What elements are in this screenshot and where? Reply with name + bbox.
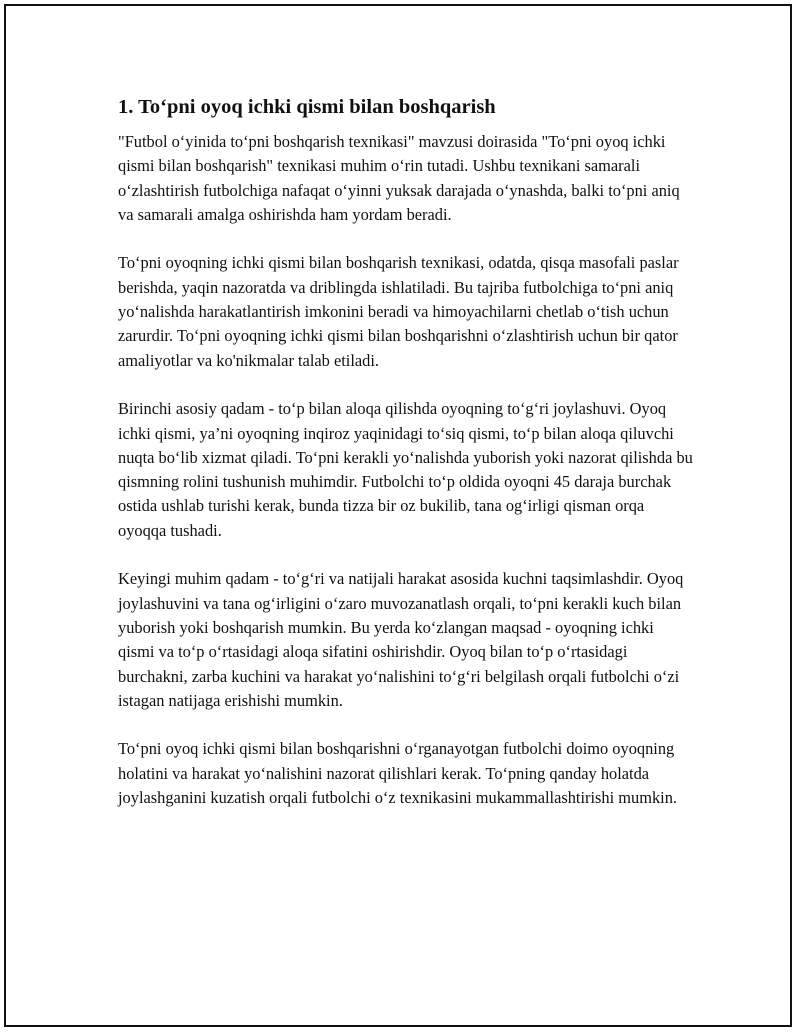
paragraph-technique-usage: To‘pni oyoqning ichki qismi bilan boshqarish texnikasi, odatda, qisqa masofali paslar berishda, yaqin nazoratda va driblingda ishlatiladi. Bu tajriba futbolchiga to‘pni aniq yo‘nalishda harakatlantirish imkonini beradi va himoyachilarni chetlab o‘tish uchun zarurdir. To‘pni oyoqning ichki qismi bilan boshqarishni o‘zlashtirish uchun bir qator amaliyotlar va ko'nikmalar talab etiladi. [118,253,679,370]
paragraph-next-step: Keyingi muhim qadam - to‘g‘ri va natijali harakat asosida kuchni taqsimlashdir. Oyoq joylashuvini va tana og‘irligini o‘zaro muvozanatlash orqali, to‘pni kerakli kuch bilan yuborish yoki boshqarish mumkin. Bu yerda ko‘zlangan maqsad - oyoqning ichki qismi va to‘p o‘rtasidagi aloqa sifatini oshirishdir. Oyoq bilan to‘p o‘rtasidagi burchakni, zarba kuchini va harakat yo‘nalishini to‘g‘ri belgilash orqali futbolchi o‘zi istagan natijaga erishishi mumkin. [118,569,684,710]
section-heading: 1. To‘pni oyoq ichki qismi bilan boshqarish [118,96,496,118]
paragraph-first-step: Birinchi asosiy qadam - to‘p bilan aloqa qilishda oyoqning to‘g‘ri joylashuvi. Oyoq ichki qismi, ya’ni oyoqning inqiroz yaqinidagi to‘siq qismi, to‘p bilan aloqa qiluvchi nuqta bo‘lib xizmat qiladi. To‘pni kerakli yo‘nalishda yuborish yoki nazorat qilishda bu qismning rolini tushunish muhimdir. Futbolchi to‘p oldida oyoqni 45 daraja burchak ostida ushlab turishi kerak, bunda tizza bir oz bukilib, tana og‘irligi qisman orqa oyoqqa tushadi. [118,399,693,540]
paragraph-intro: "Futbol o‘yinida to‘pni boshqarish texnikasi" mavzusi doirasida "To‘pni oyoq ichki qismi bilan boshqarish" texnikasi muhim o‘rin tutadi. Ushbu texnikani samarali o‘zlashtirish futbolchiga nafaqat o‘yinni yuksak darajada o‘ynashda, balki to‘pni aniq va samarali amalga oshirishda ham yordam beradi. [118,132,680,224]
document-body [118,94,693,810]
paragraph-conclusion: To‘pni oyoq ichki qismi bilan boshqarishni o‘rganayotgan futbolchi doimo oyoqning holatini va harakat yo‘nalishini nazorat qilishlari kerak. To‘pning qanday holatda joylashganini kuzatish orqali futbolchi o‘z texnikasini mukammallashtirishi mumkin. [118,739,678,808]
